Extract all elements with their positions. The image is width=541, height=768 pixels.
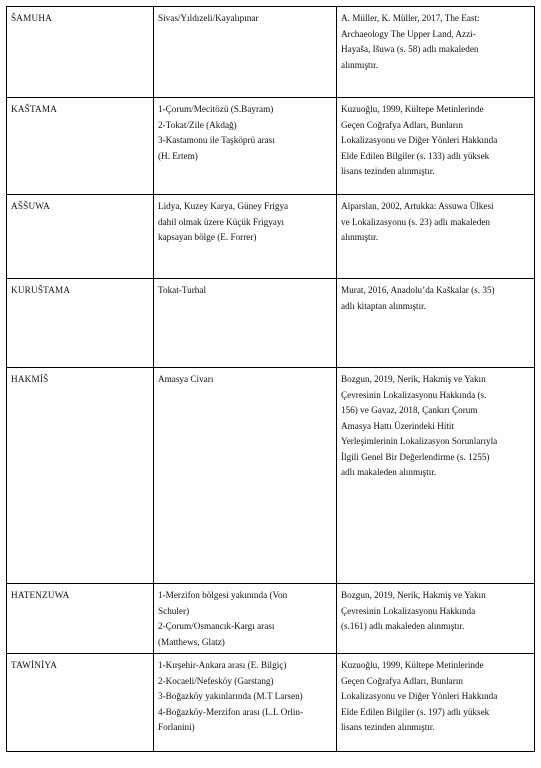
source-line: Bozgun, 2019, Nerik, Hakmiş ve Yakın <box>341 590 486 600</box>
source-line: Lokalizasyonu ve Diğer Yönleri Hakkında <box>341 135 498 145</box>
location-line: Schuler) <box>158 605 190 616</box>
place-name-cell <box>7 98 154 195</box>
source-line: ve Lokalizasyonu (s. 23) adlı makaleden <box>341 216 490 227</box>
source-line: Geçen Coğrafya Adları, Bunların <box>341 119 463 130</box>
source-line: Çevresinin Lokalizasyonu Hakkında <box>341 605 476 616</box>
table-row <box>7 654 535 752</box>
location-cell <box>154 584 337 654</box>
location-line: 1-Kırşehir-Ankara arası (E. Bilgiç) <box>158 660 287 670</box>
source-line: İlgili Genel Bir Değerlendirme (s. 1255) <box>341 451 490 462</box>
table-row <box>7 368 535 584</box>
location-line: Forlanini) <box>158 722 195 732</box>
place-name: HAKMİŠ <box>11 374 49 384</box>
source-line: alınmıştır. <box>341 232 379 242</box>
location-line: dahil olmak üzere Küçük Frigyayı <box>158 216 285 227</box>
location-cell <box>154 279 337 368</box>
location-line: 1-Merzifon bölgesi yakınında (Von <box>158 590 288 600</box>
place-name-cell <box>7 584 154 654</box>
source-line: lisans tezinden alınmıştır. <box>341 722 435 732</box>
location-line: 2-Çorum/Osmancık-Kargı arası <box>158 621 275 631</box>
source-line: alınmıştır. <box>341 59 379 70</box>
source-line: Kuzuoğlu, 1999, Kültepe Metinlerinde <box>341 104 484 114</box>
source-line: A. Müller, K. Müller, 2017, The East: <box>341 13 480 23</box>
location-line: kapsayan bölge (E. Forrer) <box>158 232 257 242</box>
source-line: Murat, 2016, Anadolu’da Kaškalar (s. 35) <box>341 285 495 295</box>
table-row <box>7 584 535 654</box>
place-name-cell <box>7 368 154 584</box>
place-name: ŠAMUHA <box>11 13 53 23</box>
place-name-cell <box>7 195 154 279</box>
source-line: Geçen Coğrafya Adları, Bunların <box>341 675 463 686</box>
location-line: (Matthews, Glatz) <box>158 636 225 647</box>
place-name: KAŠTAMA <box>11 104 58 114</box>
source-line: adlı makaleden alınmıştır. <box>341 467 437 477</box>
location-line: 1-Çorum/Mecitözü (S.Bayram) <box>158 104 274 114</box>
source-line: Elde Edilen Bilgiler (s. 133) adlı yüksek <box>341 150 490 161</box>
location-cell <box>154 368 337 584</box>
source-line: Lokalizasyonu ve Diğer Yönleri Hakkında <box>341 691 498 701</box>
location-line: Lidya, Kuzey Karya, Güney Frigya <box>158 201 289 211</box>
table-row <box>7 195 535 279</box>
place-name-cell <box>7 7 154 98</box>
source-line: Alparslan, 2002, Artukka: Assuwa Ülkesi <box>341 201 494 211</box>
source-cell <box>337 195 535 279</box>
location-line: Tokat-Turhal <box>158 285 207 295</box>
source-line: adlı kitaptan alınmıştır. <box>341 300 426 311</box>
place-name: AŠŠUWA <box>11 201 50 211</box>
location-cell <box>154 195 337 279</box>
location-line: Amasya Civarı <box>158 374 214 384</box>
location-line: 2-Tokat/Zile (Akdağ) <box>158 119 237 130</box>
location-line: 4-Boğazköy-Merzifon arası (L.L Orlin- <box>158 706 304 717</box>
source-cell <box>337 368 535 584</box>
table-row <box>7 98 535 195</box>
place-name: KURUŠTAMA <box>11 285 71 295</box>
source-line: Bozgun, 2019, Nerik, Hakmiş ve Yakın <box>341 374 486 384</box>
table-row <box>7 279 535 368</box>
localization-table <box>6 6 535 752</box>
source-line: Kuzuoğlu, 1999, Kültepe Metinlerinde <box>341 660 484 670</box>
source-cell <box>337 654 535 752</box>
source-line: lisans tezinden alınmıştır. <box>341 166 435 176</box>
place-name-cell <box>7 654 154 752</box>
location-cell <box>154 654 337 752</box>
source-line: Amasya Hattı Üzerindeki Hitit <box>341 420 455 431</box>
source-line: Elde Edilen Bilgiler (s. 197) adlı yüksek <box>341 706 490 717</box>
place-name: HATENZUWA <box>11 590 70 600</box>
table-row <box>7 7 535 98</box>
location-line: 3-Kastamonu ile Taşköprü arası <box>158 135 275 145</box>
location-line: 3-Boğazköy yakınlarında (M.T Larsen) <box>158 691 303 701</box>
place-name-cell <box>7 279 154 368</box>
source-line: Archaeology The Upper Land, Azzi- <box>341 28 476 39</box>
source-cell <box>337 7 535 98</box>
source-line: Çevresinin Lokalizasyonu Hakkında (s. <box>341 389 487 400</box>
location-line: Sivas/Yıldızeli/Kayalıpınar <box>158 13 259 23</box>
location-cell <box>154 7 337 98</box>
source-line: 156) ve Gavaz, 2018, Çankırı Çorum <box>341 405 478 415</box>
source-line: Yerleşimlerinin Lokalizasyon Sorunlarıyla <box>341 436 498 446</box>
location-line: 2-Kocaeli/Nefesköy (Garstang) <box>158 675 274 686</box>
source-cell <box>337 584 535 654</box>
source-line: (s.161) adlı makaleden alınmıştır. <box>341 621 465 631</box>
source-cell <box>337 98 535 195</box>
source-line: Hayaša, Išuwa (s. 58) adlı makaleden <box>341 44 479 54</box>
source-cell <box>337 279 535 368</box>
location-line: (H. Ertem) <box>158 150 198 161</box>
location-cell <box>154 98 337 195</box>
place-name: TAWİNİYA <box>11 660 58 670</box>
